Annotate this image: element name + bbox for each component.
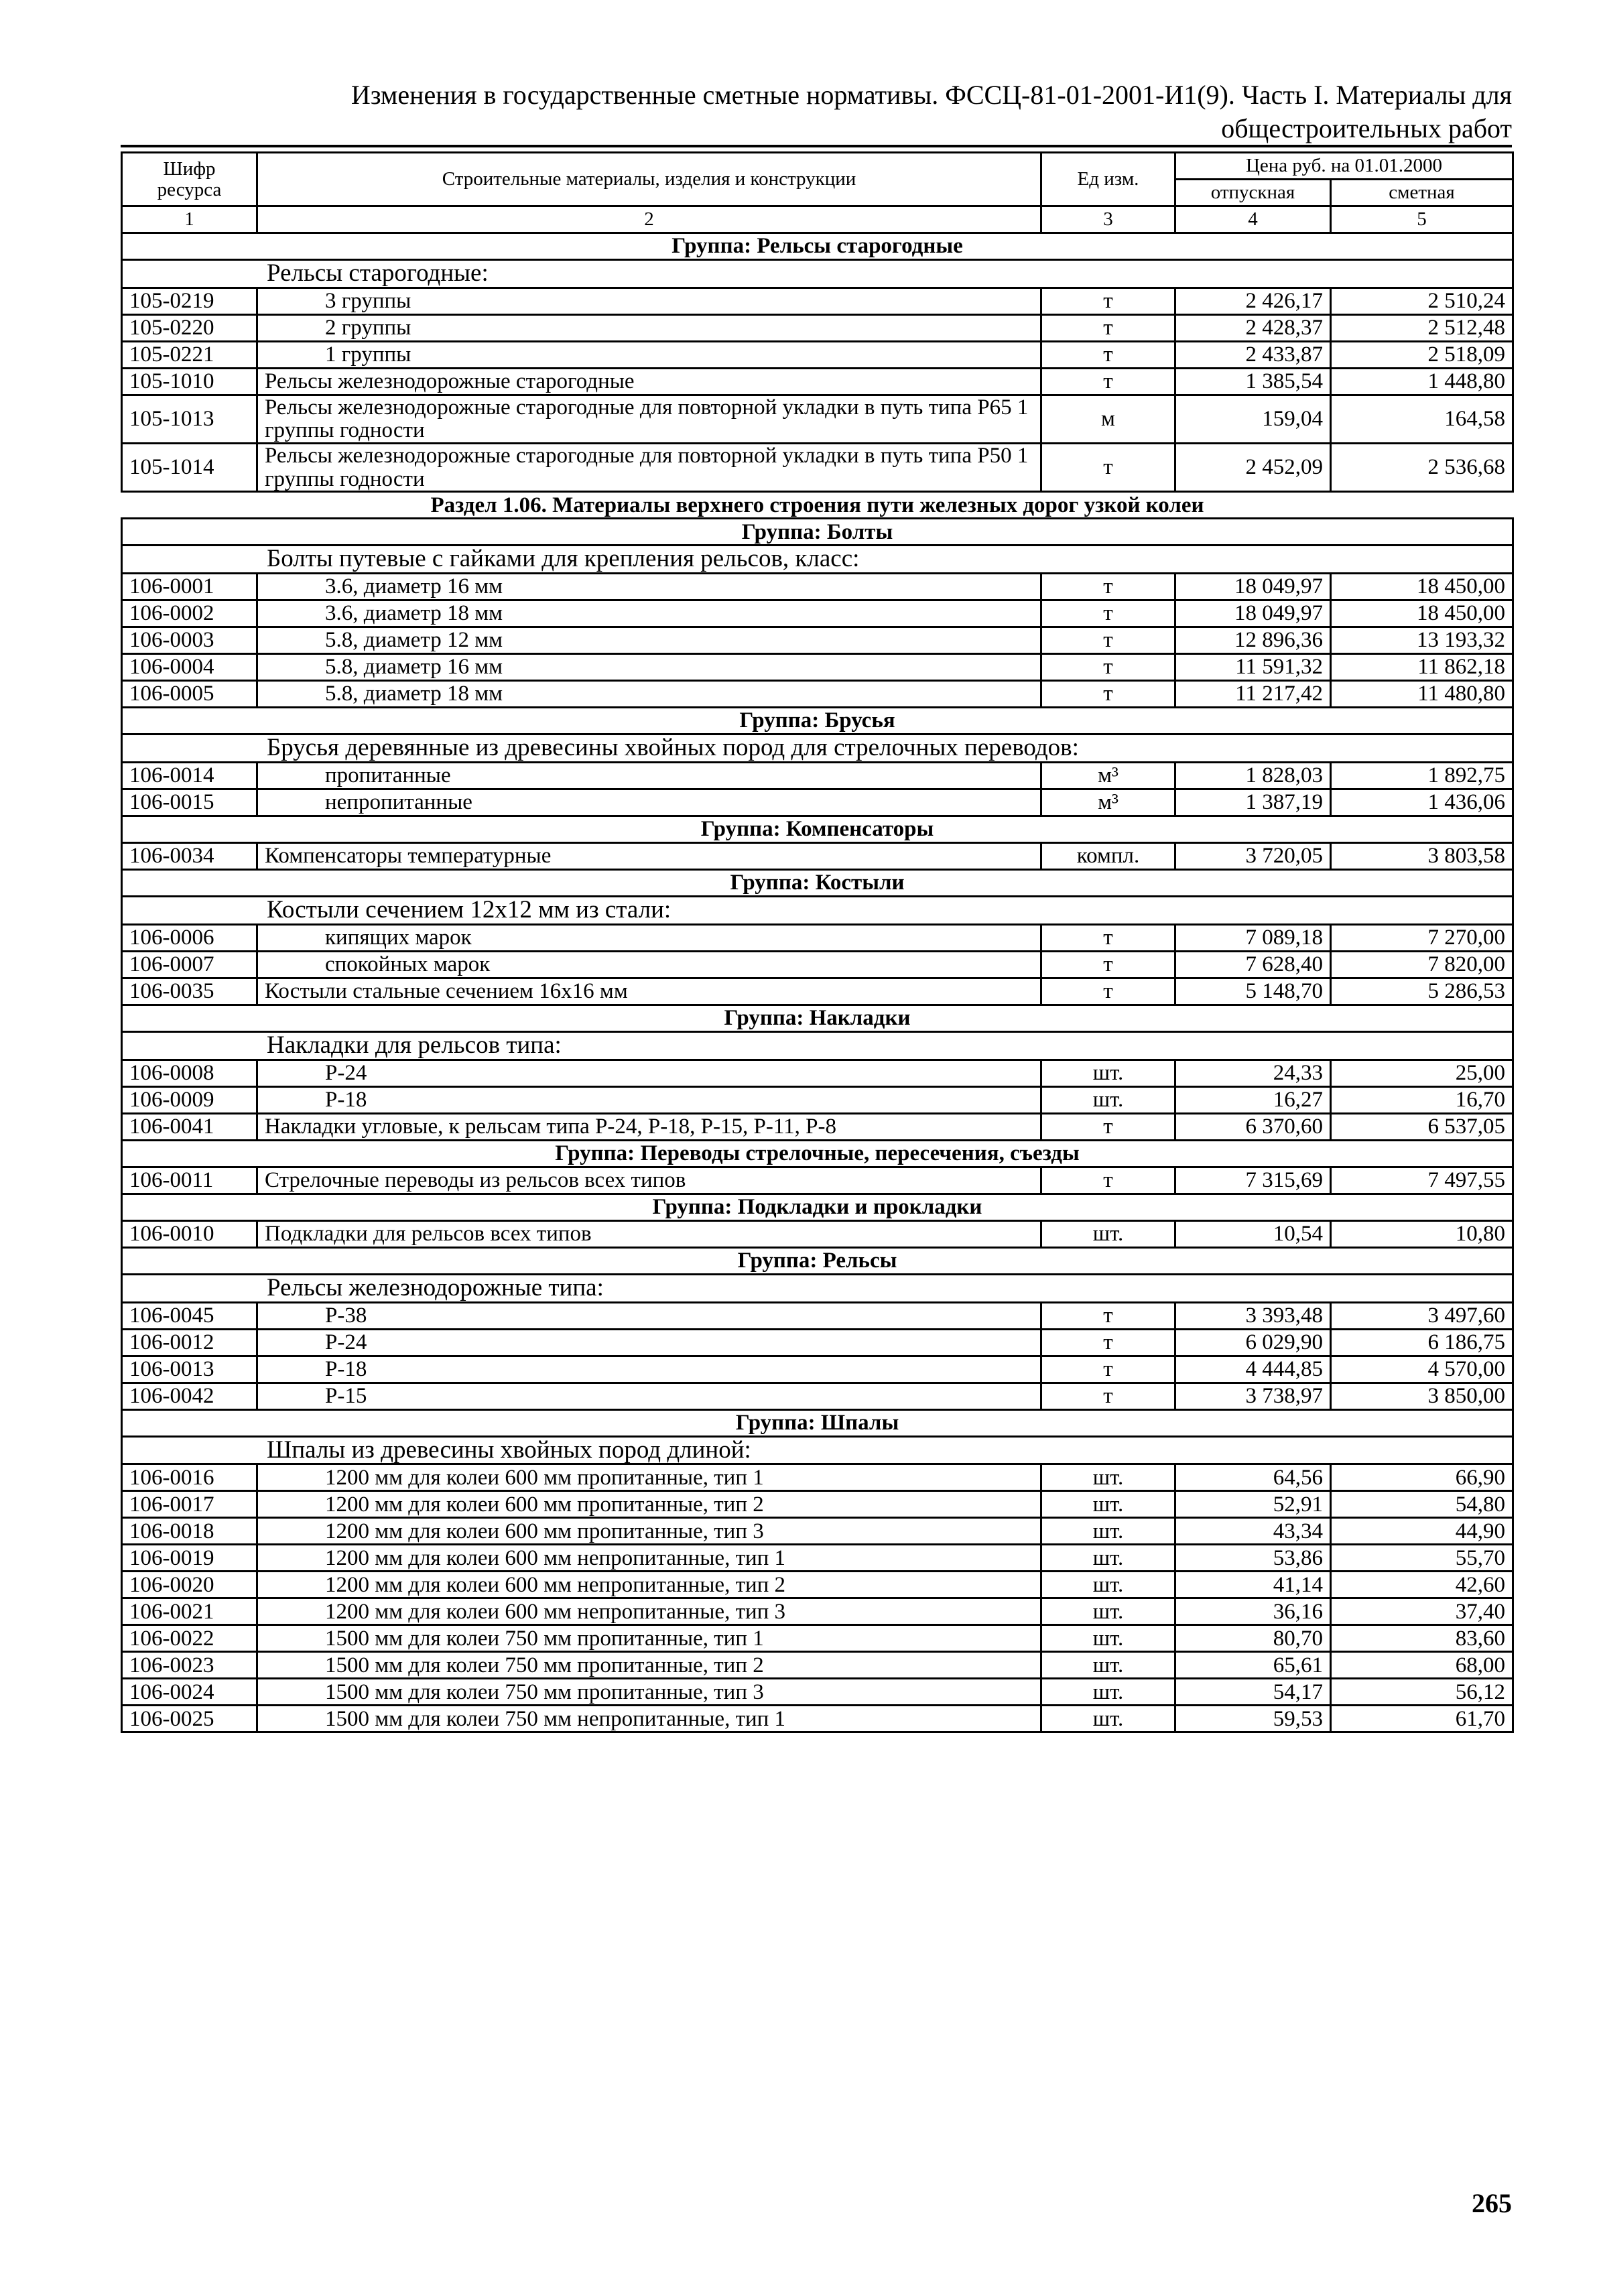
wholesale-price: 1 387,19 [1175, 789, 1331, 816]
table-row [122, 1491, 1513, 1518]
col-number: 2 [257, 206, 1041, 233]
material-name: Стрелочные переводы из рельсов всех типов [257, 1167, 1041, 1194]
material-name: 1200 мм для колеи 600 мм непропитанные, тип 3 [257, 1598, 1041, 1625]
header-rule [121, 145, 1512, 147]
material-name: Рельсы железнодорожные старогодные [257, 368, 1041, 395]
resource-code: 106-0024 [122, 1679, 257, 1706]
table-row [122, 627, 1513, 654]
wholesale-price: 3 720,05 [1175, 843, 1331, 870]
table-row [122, 1679, 1513, 1706]
table-row [122, 789, 1513, 816]
wholesale-price: 16,27 [1175, 1086, 1331, 1113]
estimate-price: 54,80 [1331, 1491, 1513, 1518]
unit: т [1041, 1302, 1175, 1329]
material-name: 1500 мм для колеи 750 мм пропитанные, тип 1 [257, 1625, 1041, 1652]
resource-code: 106-0015 [122, 789, 257, 816]
group-title: Группа: Компенсаторы [122, 816, 1513, 843]
resource-code: 106-0016 [122, 1464, 257, 1491]
unit: т [1041, 978, 1175, 1005]
material-name: Р-15 [257, 1383, 1041, 1409]
wholesale-price: 59,53 [1175, 1706, 1331, 1732]
estimate-price: 10,80 [1331, 1220, 1513, 1247]
group-title: Группа: Подкладки и прокладки [122, 1194, 1513, 1220]
estimate-price: 3 803,58 [1331, 843, 1513, 870]
resource-code: 106-0011 [122, 1167, 257, 1194]
estimate-price: 2 512,48 [1331, 314, 1513, 341]
estimate-price: 2 536,68 [1331, 444, 1513, 492]
unit: м³ [1041, 763, 1175, 789]
material-name: 1500 мм для колеи 750 мм пропитанные, тип 3 [257, 1679, 1041, 1706]
group-title: Группа: Болты [122, 519, 1513, 546]
table-row [122, 843, 1513, 870]
estimate-price: 13 193,32 [1331, 627, 1513, 654]
table-header [122, 153, 1513, 233]
unit: т [1041, 1167, 1175, 1194]
table-row [122, 1329, 1513, 1356]
wholesale-price: 5 148,70 [1175, 978, 1331, 1005]
estimate-price: 66,90 [1331, 1464, 1513, 1491]
estimate-price: 18 450,00 [1331, 600, 1513, 627]
resource-code: 106-0041 [122, 1113, 257, 1140]
unit: т [1041, 654, 1175, 681]
wholesale-price: 6 370,60 [1175, 1113, 1331, 1140]
material-name: 1200 мм для колеи 600 мм пропитанные, тип 1 [257, 1464, 1041, 1491]
unit: т [1041, 444, 1175, 492]
unit: шт. [1041, 1545, 1175, 1572]
col-number: 1 [122, 206, 257, 233]
unit: компл. [1041, 843, 1175, 870]
subgroup-row [122, 735, 1513, 763]
resource-code: 106-0014 [122, 763, 257, 789]
unit: т [1041, 1329, 1175, 1356]
estimate-price: 6 537,05 [1331, 1113, 1513, 1140]
group-title: Группа: Костыли [122, 870, 1513, 897]
estimate-price: 7 497,55 [1331, 1167, 1513, 1194]
header-name: Строительные материалы, изделия и конструкции [257, 153, 1041, 206]
estimate-price: 37,40 [1331, 1598, 1513, 1625]
wholesale-price: 2 426,17 [1175, 288, 1331, 314]
material-name: 3.6, диаметр 18 мм [257, 600, 1041, 627]
material-name: Компенсаторы температурные [257, 843, 1041, 870]
header-unit: Ед изм. [1041, 153, 1175, 206]
resource-code: 106-0022 [122, 1625, 257, 1652]
resource-code: 106-0013 [122, 1356, 257, 1383]
header-code: Шифр ресурса [122, 153, 257, 206]
wholesale-price: 6 029,90 [1175, 1329, 1331, 1356]
table-row [122, 600, 1513, 627]
wholesale-price: 36,16 [1175, 1598, 1331, 1625]
group-heading-row [122, 1409, 1513, 1436]
table-row [122, 444, 1513, 492]
material-name: 5.8, диаметр 18 мм [257, 681, 1041, 708]
estimate-price: 1 436,06 [1331, 789, 1513, 816]
material-name: кипящих марок [257, 924, 1041, 951]
wholesale-price: 10,54 [1175, 1220, 1331, 1247]
unit: шт. [1041, 1706, 1175, 1732]
table-row [122, 1545, 1513, 1572]
estimate-price: 56,12 [1331, 1679, 1513, 1706]
estimate-price: 2 518,09 [1331, 341, 1513, 368]
unit: т [1041, 924, 1175, 951]
unit: шт. [1041, 1652, 1175, 1679]
wholesale-price: 11 217,42 [1175, 681, 1331, 708]
unit: т [1041, 627, 1175, 654]
group-title: Группа: Рельсы [122, 1247, 1513, 1274]
wholesale-price: 2 433,87 [1175, 341, 1331, 368]
estimate-price: 3 850,00 [1331, 1383, 1513, 1409]
material-name: Накладки угловые, к рельсам типа Р-24, Р-18, Р-15, Р-11, Р-8 [257, 1113, 1041, 1140]
col-number: 5 [1331, 206, 1513, 233]
subgroup-label: Рельсы старогодные: [122, 260, 1513, 288]
unit: шт. [1041, 1518, 1175, 1545]
table-row [122, 924, 1513, 951]
table-row [122, 1518, 1513, 1545]
estimate-price: 83,60 [1331, 1625, 1513, 1652]
subgroup-row [122, 1031, 1513, 1060]
estimate-price: 16,70 [1331, 1086, 1513, 1113]
resource-code: 106-0023 [122, 1652, 257, 1679]
wholesale-price: 18 049,97 [1175, 600, 1331, 627]
section-title: Раздел 1.06. Материалы верхнего строения пути железных дорог узкой колеи [122, 492, 1513, 519]
material-name: 1200 мм для колеи 600 мм непропитанные, тип 2 [257, 1572, 1041, 1598]
resource-code: 106-0003 [122, 627, 257, 654]
wholesale-price: 7 315,69 [1175, 1167, 1331, 1194]
wholesale-price: 2 452,09 [1175, 444, 1331, 492]
material-name: Р-24 [257, 1329, 1041, 1356]
group-heading-row [122, 519, 1513, 546]
resource-code: 106-0005 [122, 681, 257, 708]
resource-code: 105-1010 [122, 368, 257, 395]
section-heading-row [122, 492, 1513, 519]
unit: т [1041, 574, 1175, 600]
estimate-price: 61,70 [1331, 1706, 1513, 1732]
unit: т [1041, 288, 1175, 314]
wholesale-price: 7 089,18 [1175, 924, 1331, 951]
estimate-price: 7 820,00 [1331, 951, 1513, 978]
unit: т [1041, 681, 1175, 708]
material-name: Р-38 [257, 1302, 1041, 1329]
estimate-price: 42,60 [1331, 1572, 1513, 1598]
group-heading-row [122, 1194, 1513, 1220]
table-row [122, 1652, 1513, 1679]
subgroup-row [122, 897, 1513, 925]
header-estimate: сметная [1331, 180, 1513, 206]
table-row [122, 1113, 1513, 1140]
subgroup-label: Накладки для рельсов типа: [122, 1031, 1513, 1060]
resource-code: 106-0018 [122, 1518, 257, 1545]
table-row [122, 395, 1513, 443]
running-header-line-2: общестроительных работ [1221, 113, 1512, 143]
material-name: Р-18 [257, 1086, 1041, 1113]
material-name: Подкладки для рельсов всех типов [257, 1220, 1041, 1247]
resource-code: 106-0001 [122, 574, 257, 600]
unit: шт. [1041, 1625, 1175, 1652]
material-name: 1500 мм для колеи 750 мм пропитанные, тип 2 [257, 1652, 1041, 1679]
wholesale-price: 64,56 [1175, 1464, 1331, 1491]
unit: т [1041, 951, 1175, 978]
unit: шт. [1041, 1572, 1175, 1598]
wholesale-price: 24,33 [1175, 1060, 1331, 1086]
subgroup-label: Рельсы железнодорожные типа: [122, 1274, 1513, 1302]
resource-code: 106-0021 [122, 1598, 257, 1625]
table-row [122, 368, 1513, 395]
material-name: 3 группы [257, 288, 1041, 314]
estimate-price: 5 286,53 [1331, 978, 1513, 1005]
table-body [122, 233, 1513, 1732]
estimate-price: 18 450,00 [1331, 574, 1513, 600]
unit: т [1041, 600, 1175, 627]
estimate-price: 4 570,00 [1331, 1356, 1513, 1383]
resource-code: 105-1013 [122, 395, 257, 443]
wholesale-price: 12 896,36 [1175, 627, 1331, 654]
material-name: спокойных марок [257, 951, 1041, 978]
group-heading-row [122, 708, 1513, 735]
resource-code: 106-0008 [122, 1060, 257, 1086]
group-title: Группа: Шпалы [122, 1409, 1513, 1436]
material-name: 1500 мм для колеи 750 мм непропитанные, тип 1 [257, 1706, 1041, 1732]
header-wholesale: отпускная [1175, 180, 1331, 206]
material-name: 5.8, диаметр 12 мм [257, 627, 1041, 654]
resource-code: 106-0034 [122, 843, 257, 870]
material-name: Рельсы железнодорожные старогодные для повторной укладки в путь типа Р50 1 группы годности [257, 444, 1041, 492]
estimate-price: 2 510,24 [1331, 288, 1513, 314]
unit: т [1041, 368, 1175, 395]
wholesale-price: 4 444,85 [1175, 1356, 1331, 1383]
unit: т [1041, 1113, 1175, 1140]
column-number-row [122, 206, 1513, 233]
group-heading-row [122, 1140, 1513, 1167]
estimate-price: 7 270,00 [1331, 924, 1513, 951]
estimate-price: 68,00 [1331, 1652, 1513, 1679]
running-header-line-1: Изменения в государственные сметные нормативы. ФССЦ-81-01-2001-И1(9). Часть I. Материалы для [350, 80, 1512, 110]
wholesale-price: 1 828,03 [1175, 763, 1331, 789]
unit: т [1041, 341, 1175, 368]
resource-code: 106-0006 [122, 924, 257, 951]
subgroup-label: Брусья деревянные из древесины хвойных пород для стрелочных переводов: [122, 735, 1513, 763]
group-heading-row [122, 233, 1513, 260]
table-row [122, 654, 1513, 681]
group-heading-row [122, 1247, 1513, 1274]
table-row [122, 1383, 1513, 1409]
material-name: пропитанные [257, 763, 1041, 789]
group-title: Группа: Переводы стрелочные, пересечения, съезды [122, 1140, 1513, 1167]
wholesale-price: 159,04 [1175, 395, 1331, 443]
wholesale-price: 18 049,97 [1175, 574, 1331, 600]
table-row [122, 314, 1513, 341]
estimate-price: 25,00 [1331, 1060, 1513, 1086]
resource-code: 106-0035 [122, 978, 257, 1005]
table-row [122, 1060, 1513, 1086]
wholesale-price: 3 393,48 [1175, 1302, 1331, 1329]
subgroup-row [122, 260, 1513, 288]
table-row [122, 1220, 1513, 1247]
unit: шт. [1041, 1086, 1175, 1113]
estimate-price: 11 480,80 [1331, 681, 1513, 708]
subgroup-label: Болты путевые с гайками для крепления рельсов, класс: [122, 546, 1513, 574]
unit: шт. [1041, 1464, 1175, 1491]
estimate-price: 164,58 [1331, 395, 1513, 443]
material-name: 5.8, диаметр 16 мм [257, 654, 1041, 681]
unit: шт. [1041, 1060, 1175, 1086]
wholesale-price: 2 428,37 [1175, 314, 1331, 341]
material-name: 1200 мм для колеи 600 мм непропитанные, тип 1 [257, 1545, 1041, 1572]
group-heading-row [122, 816, 1513, 843]
resource-code: 105-0220 [122, 314, 257, 341]
unit: шт. [1041, 1220, 1175, 1247]
material-name: Р-18 [257, 1356, 1041, 1383]
unit: шт. [1041, 1679, 1175, 1706]
subgroup-row [122, 1436, 1513, 1464]
estimate-price: 6 186,75 [1331, 1329, 1513, 1356]
resource-code: 105-0219 [122, 288, 257, 314]
estimate-price: 3 497,60 [1331, 1302, 1513, 1329]
unit: шт. [1041, 1491, 1175, 1518]
unit: т [1041, 1383, 1175, 1409]
col-number: 3 [1041, 206, 1175, 233]
material-name: 1200 мм для колеи 600 мм пропитанные, тип 3 [257, 1518, 1041, 1545]
wholesale-price: 54,17 [1175, 1679, 1331, 1706]
wholesale-price: 65,61 [1175, 1652, 1331, 1679]
table-row [122, 1302, 1513, 1329]
wholesale-price: 41,14 [1175, 1572, 1331, 1598]
unit: т [1041, 314, 1175, 341]
resource-code: 106-0002 [122, 600, 257, 627]
header-price: Цена руб. на 01.01.2000 [1175, 153, 1513, 180]
wholesale-price: 80,70 [1175, 1625, 1331, 1652]
group-title: Группа: Накладки [122, 1005, 1513, 1031]
subgroup-row [122, 1274, 1513, 1302]
resource-code: 106-0007 [122, 951, 257, 978]
resource-code: 106-0010 [122, 1220, 257, 1247]
table-row [122, 1625, 1513, 1652]
wholesale-price: 1 385,54 [1175, 368, 1331, 395]
resource-code: 106-0017 [122, 1491, 257, 1518]
resource-code: 106-0004 [122, 654, 257, 681]
wholesale-price: 43,34 [1175, 1518, 1331, 1545]
resource-code: 106-0042 [122, 1383, 257, 1409]
resource-code: 106-0045 [122, 1302, 257, 1329]
unit: т [1041, 1356, 1175, 1383]
unit: шт. [1041, 1598, 1175, 1625]
group-heading-row [122, 870, 1513, 897]
col-number: 4 [1175, 206, 1331, 233]
table-row [122, 681, 1513, 708]
wholesale-price: 7 628,40 [1175, 951, 1331, 978]
table-row [122, 1086, 1513, 1113]
material-name: непропитанные [257, 789, 1041, 816]
table-row [122, 1464, 1513, 1491]
resource-code: 106-0020 [122, 1572, 257, 1598]
wholesale-price: 11 591,32 [1175, 654, 1331, 681]
material-name: 1200 мм для колеи 600 мм пропитанные, тип 2 [257, 1491, 1041, 1518]
table-row [122, 763, 1513, 789]
resource-code: 106-0009 [122, 1086, 257, 1113]
estimate-price: 55,70 [1331, 1545, 1513, 1572]
material-name: 1 группы [257, 341, 1041, 368]
resource-code: 105-1014 [122, 444, 257, 492]
estimate-price: 1 448,80 [1331, 368, 1513, 395]
resource-code: 106-0012 [122, 1329, 257, 1356]
page-number: 265 [1472, 2188, 1512, 2218]
wholesale-price: 53,86 [1175, 1545, 1331, 1572]
table-row [122, 951, 1513, 978]
table-row [122, 341, 1513, 368]
table-row [122, 978, 1513, 1005]
price-table [121, 151, 1514, 1733]
unit: м³ [1041, 789, 1175, 816]
unit: м [1041, 395, 1175, 443]
group-title: Группа: Брусья [122, 708, 1513, 735]
estimate-price: 44,90 [1331, 1518, 1513, 1545]
estimate-price: 1 892,75 [1331, 763, 1513, 789]
material-name: Рельсы железнодорожные старогодные для повторной укладки в путь типа Р65 1 группы годности [257, 395, 1041, 443]
group-heading-row [122, 1005, 1513, 1031]
table-row [122, 574, 1513, 600]
material-name: Костыли стальные сечением 16х16 мм [257, 978, 1041, 1005]
wholesale-price: 3 738,97 [1175, 1383, 1331, 1409]
resource-code: 106-0019 [122, 1545, 257, 1572]
estimate-price: 11 862,18 [1331, 654, 1513, 681]
resource-code: 106-0025 [122, 1706, 257, 1732]
table-row [122, 1167, 1513, 1194]
subgroup-label: Костыли сечением 12х12 мм из стали: [122, 897, 1513, 925]
table-row [122, 288, 1513, 314]
material-name: 2 группы [257, 314, 1041, 341]
subgroup-row [122, 546, 1513, 574]
wholesale-price: 52,91 [1175, 1491, 1331, 1518]
resource-code: 105-0221 [122, 341, 257, 368]
table-row [122, 1598, 1513, 1625]
material-name: 3.6, диаметр 16 мм [257, 574, 1041, 600]
table-row [122, 1572, 1513, 1598]
group-title: Группа: Рельсы старогодные [122, 233, 1513, 260]
material-name: Р-24 [257, 1060, 1041, 1086]
subgroup-label: Шпалы из древесины хвойных пород длиной: [122, 1436, 1513, 1464]
table-row [122, 1356, 1513, 1383]
table-row [122, 1706, 1513, 1732]
